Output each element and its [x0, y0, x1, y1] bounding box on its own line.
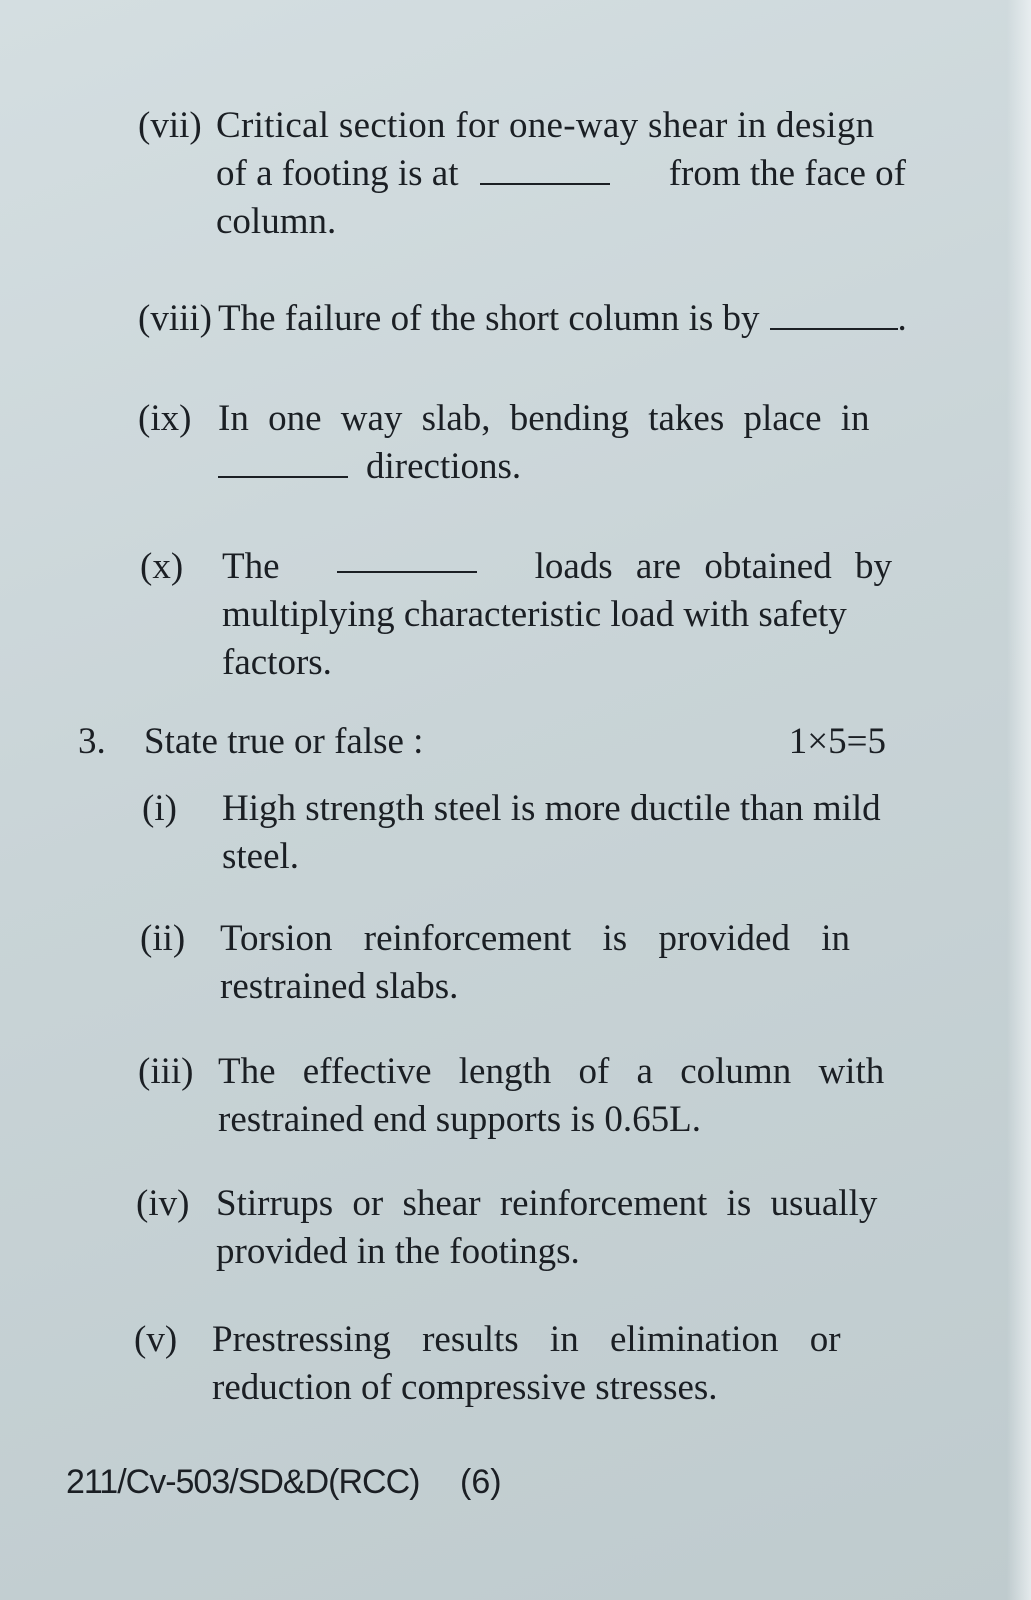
question-line: column. — [216, 201, 337, 242]
statement-ii — [140, 915, 900, 1015]
question-text — [218, 395, 898, 491]
statement-iii — [138, 1048, 898, 1148]
question-fragment: The failure of the short column is by — [218, 298, 760, 339]
question-text — [222, 543, 892, 687]
statement-number: (iv) — [136, 1183, 190, 1224]
statement-number: (v) — [134, 1319, 178, 1360]
statement-number: (iii) — [138, 1051, 194, 1092]
question-x — [140, 543, 910, 693]
statement-line: restrained end supports is 0.65L. — [218, 1099, 701, 1140]
statement-v — [134, 1316, 904, 1416]
question-line: Critical section for one-way shear in design — [216, 105, 875, 146]
question-end: . — [897, 298, 907, 339]
question-fragment: In one way slab, bending takes place in — [218, 398, 870, 439]
question-line — [216, 150, 906, 198]
statement-fragment: Torsion reinforcement is provided in — [220, 918, 850, 959]
question-ix — [138, 395, 908, 495]
page-number: (6) — [460, 1463, 502, 1501]
statement-text — [220, 915, 888, 1011]
statement-line — [212, 1316, 890, 1364]
statement-fragment: Stirrups or shear reinforcement is usually — [216, 1183, 878, 1224]
section-3-heading — [78, 718, 888, 766]
statement-number: (i) — [142, 788, 177, 829]
question-fragment: directions. — [366, 446, 522, 487]
question-text — [218, 295, 908, 343]
question-fragment: from the face of — [668, 153, 906, 194]
question-viii — [138, 295, 908, 345]
question-fragment: of a footing is at — [216, 153, 459, 194]
statement-text — [218, 1048, 888, 1144]
question-number: (ix) — [138, 398, 192, 439]
question-fragment: The — [222, 546, 280, 587]
answer-blank — [337, 543, 477, 573]
question-fragment: loads are obtained by — [534, 546, 892, 587]
statement-line: reduction of compressive stresses. — [212, 1367, 718, 1408]
statement-number: (ii) — [140, 918, 186, 959]
statement-line: steel. — [222, 836, 300, 877]
statement-line: restrained slabs. — [220, 966, 459, 1007]
section-title: State true or false : — [144, 721, 424, 762]
question-text — [216, 102, 906, 246]
answer-blank — [218, 448, 348, 478]
question-number: (x) — [140, 546, 184, 587]
statement-line: High strength steel is more ductile than mild — [222, 788, 881, 829]
section-number: 3. — [78, 721, 106, 762]
statement-iv — [136, 1180, 896, 1280]
question-number: (viii) — [138, 298, 212, 339]
question-vii — [138, 102, 908, 252]
statement-line — [220, 915, 888, 963]
statement-fragment: The effective length of a column with — [218, 1051, 885, 1092]
question-number: (vii) — [138, 105, 202, 146]
answer-blank — [480, 155, 610, 185]
statement-line — [216, 1180, 888, 1228]
paper-code: 211/Cv-503/SD&D(RCC) — [66, 1463, 420, 1501]
answer-blank — [770, 300, 898, 330]
statement-text — [216, 1180, 888, 1276]
statement-line — [218, 1048, 888, 1096]
statement-i — [142, 785, 902, 885]
question-line: multiplying characteristic load with safety — [222, 594, 847, 635]
statement-text — [222, 785, 892, 881]
question-line — [218, 443, 898, 491]
statement-fragment: Prestressing results in elimination or — [212, 1319, 841, 1360]
question-line — [218, 395, 898, 443]
section-marks: 1×5=5 — [788, 721, 886, 762]
question-line — [222, 543, 892, 591]
question-line: factors. — [222, 642, 332, 683]
statement-line: provided in the footings. — [216, 1231, 580, 1272]
page-footer — [66, 1462, 566, 1502]
statement-text — [212, 1316, 890, 1412]
